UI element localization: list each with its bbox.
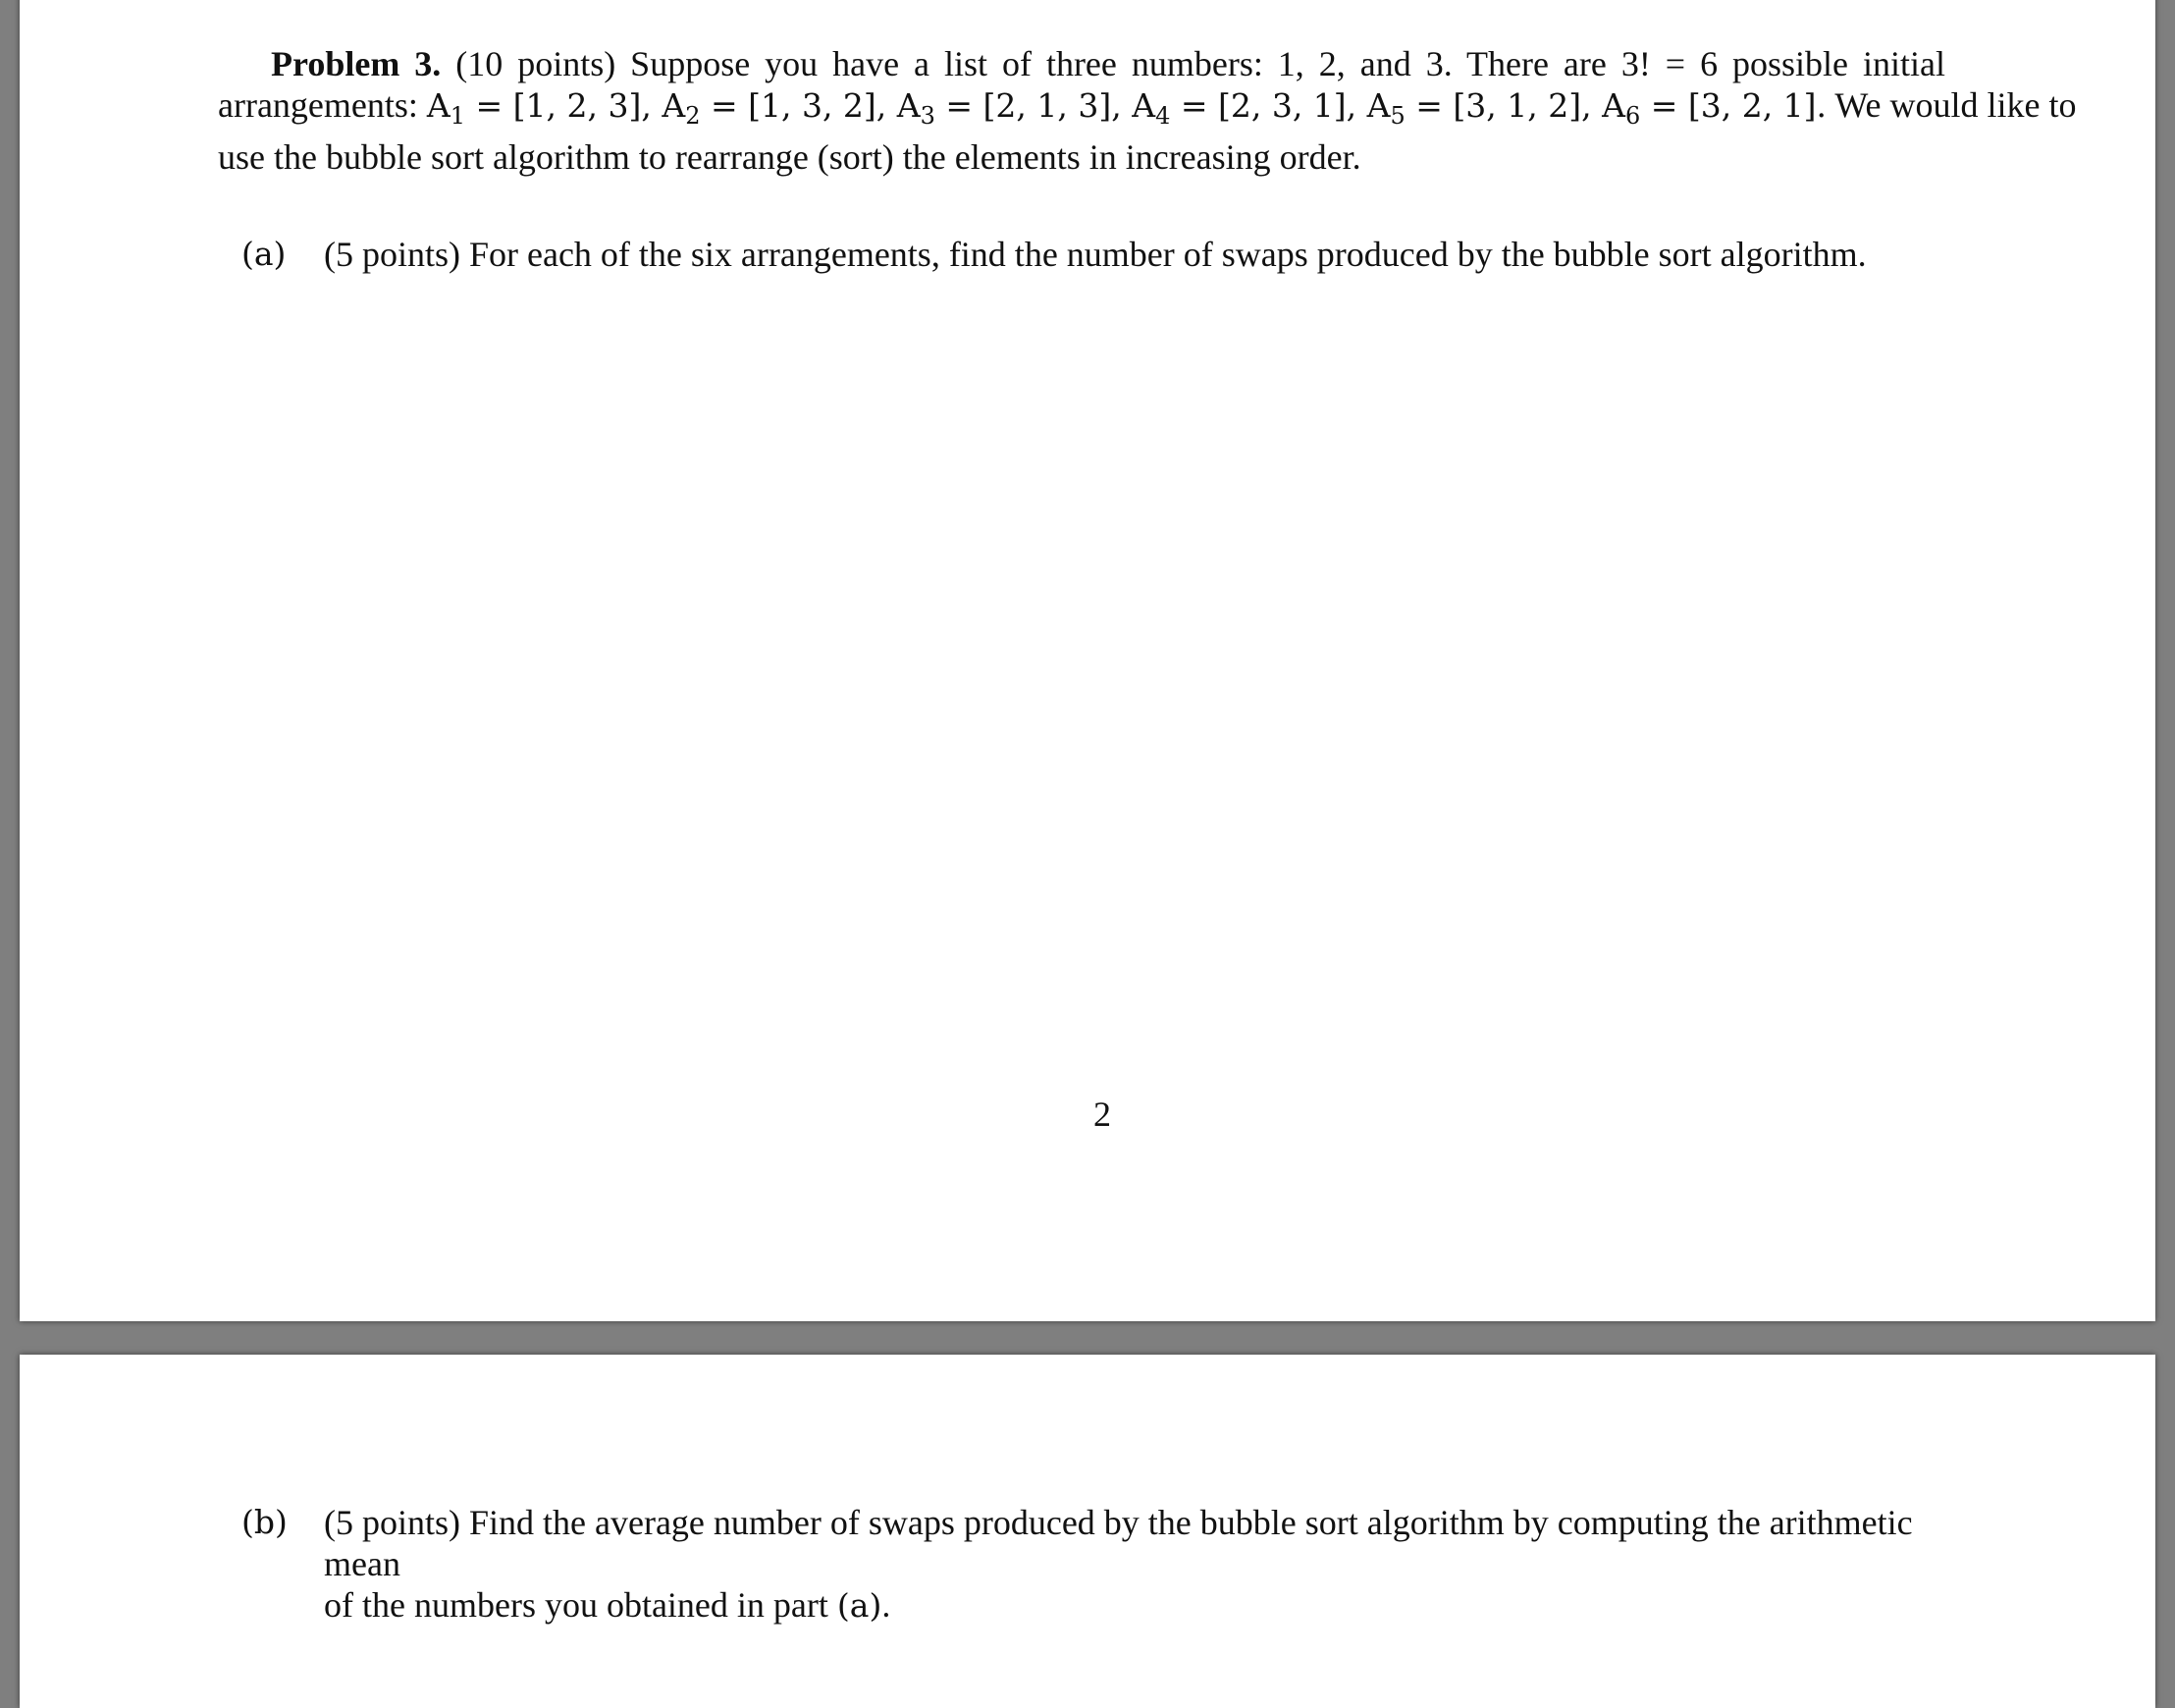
part-a-text: (5 points) For each of the six arrangements, find the number of swaps produced by the bubble sort algorithm. — [324, 235, 1867, 274]
part-b-line-1: (5 points) Find the average number of swaps produced by the bubble sort algorithm by computing the arithmetic mean — [324, 1503, 1913, 1583]
part-a-label: (a) — [241, 235, 287, 273]
problem-statement — [218, 43, 2077, 178]
part-b — [241, 1502, 1969, 1627]
arrangement-a4: $A_4 = [2$, 3, 1], — [1132, 86, 1367, 130]
problem-intro: (10 points) Suppose you have a list of three numbers: 1, 2, and 3. There are 3! = 6 possible initial — [441, 44, 1945, 83]
document-page-1 — [20, 0, 2155, 1321]
problem-line-3: use the bubble sort algorithm to rearrange (sort) the elements in increasing order. — [218, 137, 1361, 177]
arrangements-label: arrangements: — [218, 85, 427, 125]
part-b-text — [324, 1502, 1969, 1627]
part-b-reference: (a) — [836, 1586, 882, 1625]
part-b-line-2-end: . — [881, 1585, 891, 1625]
page-number: 2 — [1093, 1094, 1111, 1134]
part-a — [241, 234, 1969, 275]
document-page-2 — [20, 1355, 2155, 1708]
part-b-label: (b) — [241, 1503, 288, 1541]
part-b-line-2-start: of the numbers you obtained in part — [324, 1585, 837, 1625]
problem-line-2-end: We would like to — [1827, 85, 2077, 125]
arrangement-a5: $A_5 = [3$, 1, 2], — [1366, 86, 1603, 130]
arrangement-a3: $A_3 = [2$, 1, 3], — [896, 86, 1133, 130]
arrangement-a1: $A_1 = [1$, 2, 3], — [426, 86, 663, 130]
problem-label: Problem 3. — [271, 44, 442, 83]
problem-line-1 — [218, 43, 1945, 84]
problem-line-2 — [218, 84, 2077, 136]
arrangement-a6: $A_6 = [3$, 2, 1]. — [1602, 86, 1828, 130]
arrangement-a2: $A_2 = [1$, 3, 2], — [662, 86, 897, 130]
